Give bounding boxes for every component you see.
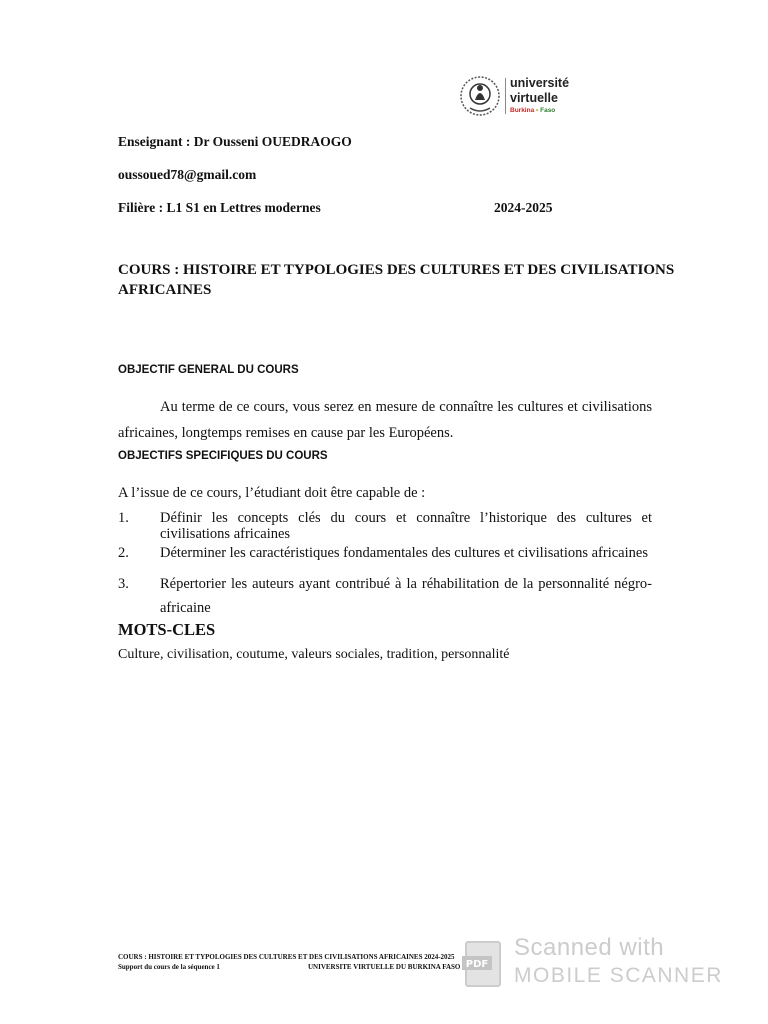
logo-divider <box>505 78 506 114</box>
logo-text-line1: université <box>510 76 570 90</box>
list-item <box>118 545 652 563</box>
keywords-heading: MOTS-CLES <box>118 620 216 639</box>
logo-country: Burkina • Faso <box>510 107 556 114</box>
logo-text-line2: virtuelle <box>510 91 558 105</box>
list-item-number: 3. <box>118 576 129 592</box>
teacher-name: Enseignant : Dr Ousseni OUEDRAOGO <box>118 134 352 149</box>
list-item-number: 2. <box>118 545 129 561</box>
general-objective-heading: OBJECTIF GENERAL DU COURS <box>118 364 299 376</box>
filiere: Filière : L1 S1 en Lettres modernes <box>118 200 321 215</box>
list-item <box>118 510 652 544</box>
watermark-line1: Scanned with <box>514 934 665 961</box>
teacher-email: oussoued78@gmail.com <box>118 167 257 182</box>
watermark-line2: MOBILE SCANNER <box>514 964 723 987</box>
keywords-text: Culture, civilisation, coutume, valeurs sociales, tradition, personnalité <box>118 647 510 662</box>
list-item-number: 1. <box>118 510 129 526</box>
specific-objectives-heading: OBJECTIFS SPECIFIQUES DU COURS <box>118 450 328 462</box>
pdf-document-icon <box>462 940 506 990</box>
specific-objectives-intro: A l’issue de ce cours, l’étudiant doit être capable de : <box>118 485 426 501</box>
footer-course-line: COURS : HISTOIRE ET TYPOLOGIES DES CULTURES ET DES CIVILISATIONS AFRICAINES 2024-2025 <box>118 953 455 961</box>
list-item <box>118 572 652 616</box>
scanner-watermark <box>462 934 723 994</box>
list-item-text: Déterminer les caractéristiques fondamentales des cultures et civilisations africaines <box>160 545 648 561</box>
footer-university-line: UNIVERSITE VIRTUELLE DU BURKINA FASO <box>308 963 461 971</box>
footer-support-line: Support du cours de la séquence 1 <box>118 963 220 971</box>
list-item-text: Définir les concepts clés du cours et connaître l’historique des cultures et civilisations africaines <box>160 510 652 542</box>
svg-text:PDF: PDF <box>465 959 489 970</box>
university-logo <box>458 72 608 120</box>
university-seal-icon <box>458 74 502 118</box>
list-item-text: Répertorier les auteurs ayant contribué à la réhabilitation de la personnalité négro-africaine <box>160 576 652 616</box>
course-title: COURS : HISTOIRE ET TYPOLOGIES DES CULTURES ET DES CIVILISATIONS AFRICAINES <box>118 262 675 298</box>
general-objective-text: Au terme de ce cours, vous serez en mesure de connaître les cultures et civilisations africaines, longtemps remises en cause par les Européens. <box>118 399 652 441</box>
academic-year: 2024-2025 <box>494 200 553 215</box>
